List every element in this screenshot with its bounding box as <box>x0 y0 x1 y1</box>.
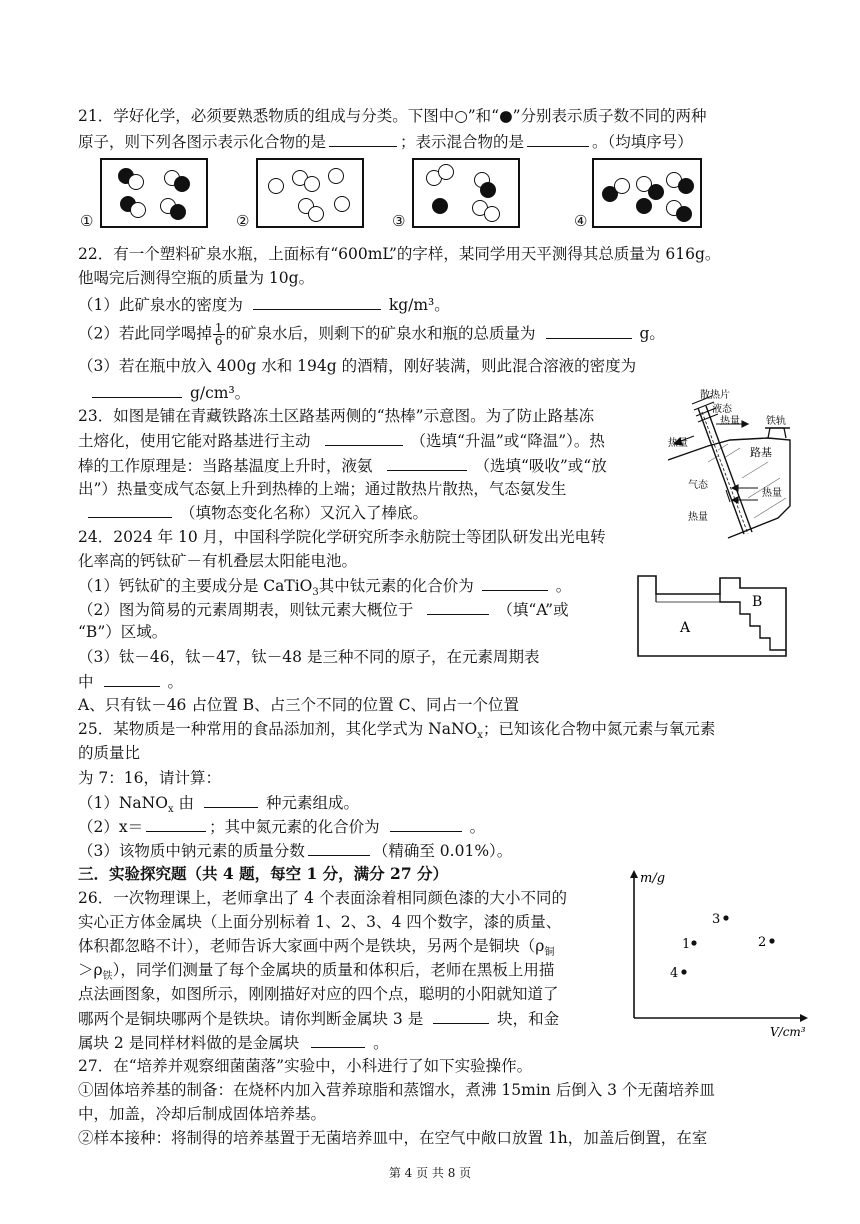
q21-diagram-3 <box>412 158 520 228</box>
region-a-label: A <box>680 620 691 636</box>
q26-line5: 点法画图象，如图所示，刚刚描好对应的四个点，聪明的小阳就知道了 <box>78 985 559 1003</box>
q21-blank-compound[interactable] <box>329 131 397 147</box>
q21-label-3: ③ <box>392 212 406 230</box>
q24-part3-cont: 中 。 <box>78 673 183 691</box>
q23-line5: （填物态变化名称）又沉入了棒底。 <box>78 502 428 523</box>
q27-line3: 中，加盖，冷却后制成固体培养基。 <box>78 1105 327 1123</box>
q26-blank-block[interactable] <box>311 1032 365 1048</box>
q24-part1: （1）钙钛矿的主要成分是 CaTiO$_3$其中钛元素的化合价为 。 <box>78 577 572 599</box>
heat-label-left: 热量 <box>668 438 688 449</box>
q22-part1: （1）此矿泉水的密度为 kg/m³。 <box>78 296 450 314</box>
q21-label-4: ④ <box>574 212 588 230</box>
x-axis-label: V/cm³ <box>770 1025 806 1039</box>
q25-part3: （3）该物质中钠元素的质量分数 （精确至 0.01%）。 <box>78 842 513 860</box>
q21-line2: 原子，则下列各图示表示化合物的是 ；表示混合物的是 。（均填序号） <box>78 133 693 151</box>
q21-line1: 21．学好化学，必须要熟悉物质的组成与分类。下图中○”和“●”分别表示质子数不同的两种 <box>78 107 707 125</box>
point-1 <box>691 940 696 945</box>
q25-blank-elements[interactable] <box>204 792 258 808</box>
q22-blank-density[interactable] <box>253 294 381 310</box>
q26-line6: 哪两个是铜块哪两个是铁块。请你判断金属块 3 是 块，和金 <box>78 1010 560 1028</box>
y-axis-label: m/g <box>640 871 666 886</box>
q27-line1: 27．在“培养并观察细菌菌落”实验中，小科进行了如下实验操作。 <box>78 1057 533 1075</box>
q22-blank-mix-density[interactable] <box>92 382 182 398</box>
q23-line4: 出”）热量变成气态氨上升到热棒的上端；通过散热片散热，气态氨发生 <box>78 480 567 498</box>
q22-part3: （3）若在瓶中放入 400g 水和 194g 的酒精，刚好装满，则此混合溶液的密度为 <box>78 357 637 375</box>
q26-line1: 26．一次物理课上，老师拿出了 4 个表面涂着相同颜色漆的大小不同的 <box>78 889 567 907</box>
section-3-heading: 三．实验探究题（共 4 题，每空 1 分，满分 27 分） <box>78 864 449 883</box>
point-4 <box>681 969 686 974</box>
q26-line3: 体积都忽略不计），老师告诉大家画中两个是铁块，另两个是铜块（$\rho_铜$ <box>78 937 555 959</box>
q22-blank-mass[interactable] <box>546 323 632 339</box>
q22-part2: （2）若此同学喝掉 $\frac{1}{6}$ 的矿泉水后，则剩下的矿泉水和瓶的总质量为 g。 <box>78 321 665 348</box>
point-1-label: 1 <box>682 937 691 952</box>
heat-label-right: 热量 <box>762 488 782 499</box>
q24-part3: （3）钛－46，钛－47，钛－48 是三种不同的原子，在元素周期表 <box>78 648 540 666</box>
q24-blank-region[interactable] <box>427 599 489 615</box>
q24-blank-position[interactable] <box>104 671 160 687</box>
roadbed-label: 路基 <box>750 446 772 459</box>
rail-label: 铁轨 <box>766 416 786 427</box>
q22-line2: 他喝完后测得空瓶的质量为 10g。 <box>78 269 315 287</box>
q21-diagram-4 <box>592 158 702 228</box>
q23-blank-phase[interactable] <box>88 502 172 518</box>
q24-part2-cont: “B”）区域。 <box>78 623 168 641</box>
region-b-label: B <box>752 594 763 610</box>
q23-blank-heat[interactable] <box>387 455 467 471</box>
q25-part1: （1）NaNO$_x$ 由 种元素组成。 <box>78 794 359 816</box>
point-2-label: 2 <box>758 935 767 950</box>
liquid-label: 液态 <box>712 404 732 415</box>
q26-line2: 实心正方体金属块（上面分别标着 1、2、3、4 四个数字，漆的质量、 <box>78 913 562 931</box>
q24-blank-valence[interactable] <box>482 575 548 591</box>
point-4-label: 4 <box>670 966 679 981</box>
q26-blank-material[interactable] <box>433 1008 489 1024</box>
q27-line4: ②样本接种：将制得的培养基置于无菌培养皿中，在空气中敞口放置 1h，加盖后倒置，在室 <box>78 1129 708 1147</box>
q25-blank-x[interactable] <box>146 816 206 832</box>
q25-blank-n-valence[interactable] <box>390 816 462 832</box>
point-3-label: 3 <box>712 912 721 927</box>
point-2 <box>769 938 774 943</box>
q24-line1: 24．2024 年 10 月，中国科学院化学研究所李永舫院士等团队研发出光电转 <box>78 528 606 546</box>
periodic-table-diagram <box>636 566 788 658</box>
q25-line2: 的质量比 <box>78 744 141 762</box>
q24-options: A、只有钛－46 占位置 B、占三个不同的位置 C、同占一个位置 <box>78 696 519 714</box>
q24-part2: （2）图为简易的元素周期表，则钛元素大概位于 （填“A”或 <box>78 601 569 619</box>
mass-volume-graph <box>630 868 820 1040</box>
heat-rod-diagram <box>668 388 798 540</box>
q21-label-1: ① <box>80 212 94 230</box>
q26-line4: $>\rho_铁$），同学们测量了每个金属块的质量和体积后，老师在黑板上用描 <box>78 961 555 983</box>
q23-line3: 棒的工作原理是：当路基温度上升时，液氨 （选填“吸收”或“放 <box>78 457 607 475</box>
q23-blank-temp[interactable] <box>325 430 403 446</box>
q25-part2: （2）x＝ ；其中氮元素的化合价为 。 <box>78 818 486 836</box>
page-footer: 第 4 页 共 8 页 <box>388 1166 472 1180</box>
q23-line1: 23．如图是铺在青藏铁路冻土区路基两侧的“热棒”示意图。为了防止路基冻 <box>78 407 595 425</box>
q21-label-2: ② <box>236 212 250 230</box>
q26-line7: 属块 2 是同样材料做的是金属块 。 <box>78 1034 389 1052</box>
q21-blank-mixture[interactable] <box>527 131 589 147</box>
fin-label: 散热片 <box>700 390 730 401</box>
q22-part3-cont: g/cm³。 <box>78 382 250 403</box>
q22-line1: 22．有一个塑料矿泉水瓶，上面标有“600mL”的字样，某同学用天平测得其总质量为 616g。 <box>78 245 721 263</box>
q25-line1: 25．某物质是一种常用的食品添加剂，其化学式为 NaNO$_x$；已知该化合物中氮元素与氧元素 <box>78 720 716 742</box>
point-3 <box>723 915 728 920</box>
q23-line2: 土熔化，使用它能对路基进行主动 （选填“升温”或“降温”）。热 <box>78 432 605 450</box>
one-sixth-fraction: $\frac{1}{6}$ <box>214 321 223 348</box>
q25-line3: 为 7：16，请计算： <box>78 769 222 787</box>
gas-label: 气态 <box>688 480 708 491</box>
heat-label-top: 热量 <box>720 416 740 427</box>
q21-diagram-1 <box>100 158 208 228</box>
q24-line2: 化率高的钙钛矿－有机叠层太阳能电池。 <box>78 552 358 570</box>
heat-label-bottom: 热量 <box>688 512 708 523</box>
q27-line2: ①固体培养基的制备：在烧杯内加入营养琼脂和蒸馏水，煮沸 15min 后倒入 3 个无菌培养皿 <box>78 1081 715 1099</box>
q25-blank-na-fraction[interactable] <box>308 840 370 856</box>
q21-diagram-2 <box>256 158 364 228</box>
